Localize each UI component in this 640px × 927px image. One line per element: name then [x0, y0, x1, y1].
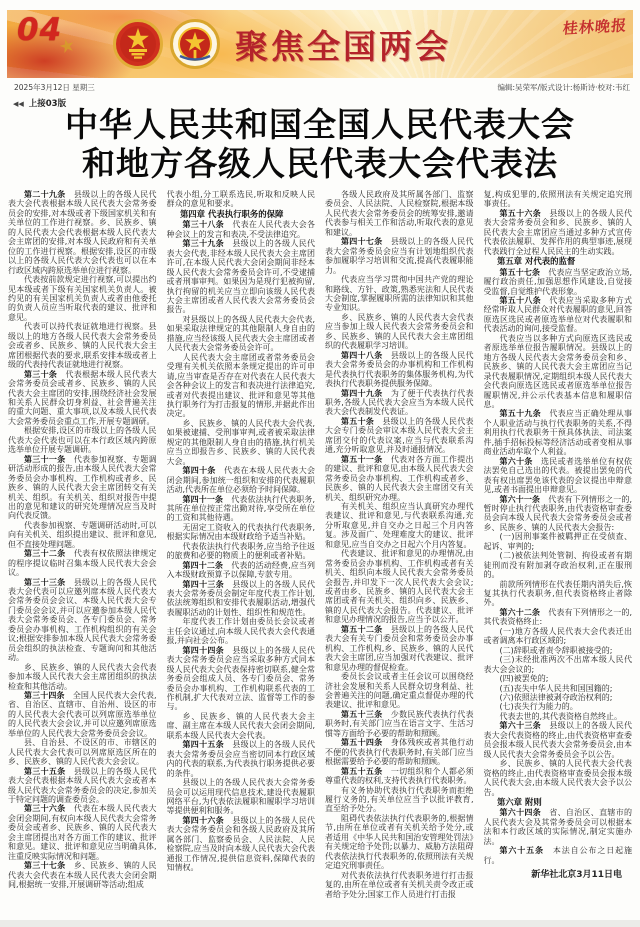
law-paragraph: 代表依法执行代表职务,应当给予往返的旅费和必要的物质上的便利或者补贴。 [166, 541, 315, 561]
law-paragraph: 第三十三条 县级以上的各级人民代表大会代表可以应邀列席本级人民代表大会常务委员会会议、本级人民代表大会专门委员会会议,并可以应邀参加本级人民代表大会常务委员会、各专门委员会、常务委员会办事机构、工作机构组织的有关会议;根据安排参加本级人民代表大会常务委员会组织的执法检查、专题询问和其他活动。 [8, 577, 157, 663]
article-number: 第四十四条 [182, 645, 233, 655]
law-paragraph: 乡、民族乡、镇的人民代表大会代表资格的终止,由代表资格审查委员会报本级人民代表大会,由本级人民代表大会予以公告。 [483, 759, 632, 797]
article-number: 第三十条 [24, 369, 66, 379]
section-title: 聚焦全国两会 [235, 27, 451, 66]
law-paragraph: (六)依照法律被剥夺政治权利的; [499, 693, 613, 703]
article-number: 第六十条 [499, 456, 541, 466]
law-paragraph: 第三十四条 全国人民代表大会代表,省、自治区、直辖市、自治州、设区的市的人民代表大会代表可以列席原选举单位的人民代表大会会议,并可以应邀列席原选举单位的人民代表大会常务委员会会议。 [8, 691, 157, 738]
law-paragraph: 对代表依法执行代表职务进行打击报复的,由所在单位或者有关机关责令改正或者给予处分;国家工作人员进行打击报 [325, 870, 474, 899]
law-paragraph: 第三十七条 乡、民族乡、镇的人民代表大会代表在本级人民代表大会闭会期间,根据统一安排,开展调研等活动;组成 [8, 861, 157, 890]
law-paragraph: 对县级以上的各级人民代表大会代表,如果采取法律规定的其他限制人身自由的措施,应当经该级人民代表大会主席团或者人民代表大会常务委员会许可。 [166, 314, 315, 353]
article-number: 第三十三条 [24, 577, 74, 587]
article-headline [0, 105, 640, 183]
law-paragraph: 第五十三条 少数民族代表执行代表职务时,有关部门应当在语言文字、生活习惯等方面给予必要的帮助和照顾。 [325, 709, 474, 738]
law-paragraph: 第五十二条 县级以上的各级人民代表大会有关专门委员会和常务委员会办事机构、工作机构,乡、民族乡、镇的人民代表大会主席团,应当加强对代表建议、批评和意见办理的督促检查。 [325, 624, 474, 672]
article-number: 第三十四条 [24, 691, 73, 701]
chapter-heading: 第四章 代表执行职务的保障 [179, 208, 284, 219]
article-number: 第三十二条 [24, 549, 74, 559]
law-paragraph: 乡、民族乡、镇的人民代表大会代表应当参加上级人民代表大会常务委员会和乡、民族乡、镇的人民代表大会主席团组织的代表履职学习培训。 [325, 312, 474, 351]
law-paragraph: 第四十七条 县级以上的各级人民代表大会常务委员会应当有计划地组织代表参加履职学习培训和交流,提高代表履职能力。 [325, 237, 474, 275]
meta-row [14, 82, 630, 93]
law-paragraph: 委员长会议或者主任会议可以围绕经济社会发展和关系人民群众切身利益、社会普遍关注的问题,确定重点督促办理的代表建议、批评和意见。 [325, 672, 474, 710]
law-paragraph: 第五十八条 代表应当采取多种方式经常听取人民群众对代表履职的意见,回答原选区选民或者原选举单位对代表履职和代表活动的询问,接受监督。 [483, 295, 632, 334]
chapter-heading: 第六章 附则 [496, 797, 542, 807]
article-number: 第六十五条 [499, 846, 553, 856]
law-paragraph: 根据安排,设区的市级以上的各级人民代表大会代表也可以在本行政区域内跨原选举单位开展专题调研。 [8, 426, 157, 455]
law-paragraph: (七)丧失行为能力的。 [499, 702, 578, 712]
law-paragraph: 第六十四条 省、自治区、直辖市的人民代表大会及其常务委员会可以根据本法和本行政区域的实际情况,制定实施办法。 [483, 808, 632, 846]
article-number: 第四十七条 [341, 237, 391, 247]
page-number: 04 [17, 12, 63, 48]
article-number: 第四十二条 [182, 560, 232, 570]
article-number: 第三十五条 [24, 766, 74, 776]
article-number: 第五十一条 [341, 454, 391, 464]
article-number: 第六十二条 [499, 607, 549, 617]
article-number: 第四十六条 [182, 815, 233, 825]
law-paragraph: 县级以上的各级人民代表大会常务委员会可以运用现代信息技术,建设代表履职网络平台,为代表依法履职和履职学习培训等提供便利和服务。 [166, 778, 315, 816]
article-number: 第三十六条 [24, 804, 74, 814]
headline-line-2: 和地方各级人民代表大会代表法 [82, 144, 558, 183]
law-paragraph: (五)丧失中华人民共和国国籍的; [499, 683, 613, 693]
law-paragraph: 复,构成犯罪的,依照刑法有关规定追究刑事责任。 [483, 190, 632, 209]
article-number: 第四十一条 [182, 494, 232, 504]
article-number: 第二十九条 [24, 190, 74, 199]
law-paragraph: (二)被依法判处管制、拘役或者有期徒刑而没有附加剥夺政治权利,正在服刑的。 [483, 551, 632, 580]
law-paragraph: 第三十一条 代表参加视察、专题调研活动形成的报告,由本级人民代表大会常务委员会办事机构、工作机构或者乡、民族乡、镇的人民代表大会主席团转交有关机关、组织。有关机关、组织对报告中提出的意见和建议的研究处理情况应当及时向代表反馈。 [8, 454, 157, 521]
law-paragraph: 阻碍代表依法执行代表职务的,根据情节,由所在单位或者有关机关给予处分,或者适用《中华人民共和国治安管理处罚法》有关规定给予处罚;以暴力、威胁方法阻碍代表依法执行代表职务的,依照刑法有关规定追究刑事责任。 [325, 813, 474, 871]
text-column-3 [325, 190, 474, 914]
article-number: 第五十二条 [341, 624, 391, 634]
law-paragraph: 乡、民族乡、镇的人民代表大会代表参加本级人民代表大会主席团组织的执法检查和其他活动。 [8, 662, 157, 691]
law-paragraph: (四)被罢免的; [499, 674, 549, 684]
law-paragraph: 代表可以持代表证就地进行视察。县级以上的地方各级人民代表大会常务委员会或者乡、民族乡、镇的人民代表大会主席团根据代表的要求,联系安排本级或者上级的代表持代表证就地进行视察。 [8, 322, 157, 370]
law-paragraph: 无固定工资收入的代表执行代表职务,根据实际情况由本级财政给予适当补贴。 [166, 522, 315, 542]
article-number: 第五十四条 [341, 738, 391, 748]
law-paragraph: 第六十二条 代表有下列情形之一的,其代表资格终止: [483, 607, 632, 627]
china-national-emblem-icon [113, 19, 163, 69]
law-paragraph: 第四十八条 县级以上的各级人民代表大会常务委员会的办事机构和工作机构是代表执行代表职务的集体服务机构,为代表执行代表职务提供服务保障。 [325, 350, 474, 389]
banner [7, 10, 633, 78]
law-paragraph: 代表参加视察、专题调研活动时,可以向有关机关、组织提出建议、批评和意见,但不直接处理问题。 [8, 520, 157, 549]
law-paragraph: 县、自治县、不设区的市、市辖区的人民代表大会代表可以列席原选区所在的乡、民族乡、镇的人民代表大会会议。 [8, 738, 157, 767]
law-paragraph: 第三十九条 县级以上的各级人民代表大会代表,非经本级人民代表大会主席团许可,在本级人民代表大会闭会期间非经本级人民代表大会常务委员会许可,不受逮捕或者刑事审判。如果因为是现行犯被拘留,执行拘留的机关应当立即向该级人民代表大会主席团或者人民代表大会常务委员会报告。 [166, 239, 315, 315]
law-paragraph: 第五十一条 代表对各方面工作提出的建议、批评和意见,由本级人民代表大会常务委员会办事机构、工作机构或者乡、民族乡、镇的人民代表大会主席团交有关机关、组织研究办理。 [325, 454, 474, 502]
law-paragraph: 代表去世的,其代表资格自然终止。 [499, 711, 623, 721]
law-paragraph: 第六十五条 本法自公布之日起施行。 [483, 846, 632, 865]
law-paragraph: 代表小组,分工联系选民,听取和反映人民群众的意见和要求。 [166, 190, 315, 209]
star-decoration-icon: ★ [56, 34, 78, 59]
law-paragraph: 各级人民政府及其所属各部门、监察委员会、人民法院、人民检察院,根据本级人民代表大会常务委员会的统筹安排,邀请代表参与相关工作和活动,听取代表的意见和建议。 [325, 190, 474, 237]
article-number: 第五十三条 [341, 709, 391, 719]
article-number: 第五十条 [341, 416, 383, 426]
staff-credits-line: 编辑:吴荣军/版式设计:杨斯诗·校对:韦红 [497, 83, 630, 92]
article-number: 第三十一条 [24, 454, 74, 464]
law-paragraph: 第四十五条 县级以上的各级人民代表大会常务委员会应当密切同本行政区域内的代表的联系,为代表执行职务提供必要的条件。 [166, 740, 315, 778]
article-number: 第四十五条 [182, 740, 233, 750]
article-number: 第五十九条 [499, 409, 550, 419]
article-number: 第四十九条 [341, 388, 391, 398]
article-number: 第五十八条 [499, 295, 550, 305]
article-number: 第六十三条 [499, 721, 550, 731]
law-paragraph: (一)因刑事案件被羁押正在受侦查、起诉、审判的; [483, 532, 632, 551]
byline: 新华社北京3月11日电 [531, 870, 622, 881]
law-paragraph: (三)未经批准两次不出席本级人民代表大会会议的; [483, 655, 632, 674]
article-number: 第四十三条 [182, 579, 233, 589]
article-number: 第三十八条 [182, 220, 233, 230]
article-number: 第三十九条 [182, 239, 233, 249]
law-paragraph: 第六十一条 代表有下列情形之一的,暂时停止执行代表职务,由代表资格审查委员会向本级人民代表大会常务委员会或者乡、民族乡、镇的人民代表大会报告: [483, 494, 632, 532]
law-paragraph: 第四十条 代表在本级人民代表大会闭会期间,参加统一组织和安排的代表履职活动,代表所在单位必须给予时间保障。 [166, 466, 315, 495]
law-paragraph: 代表按前款规定进行视察,可以提出约见本级或者下级有关国家机关负责人。被约见的有关国家机关负责人或者由他委托的负责人员应当听取代表的建议、批评和意见。 [8, 275, 157, 322]
law-paragraph: 第四十六条 县级以上的各级人民代表大会常务委员会和各级人民政府及其所属各部门、监察委员会、人民法院、人民检察院,应当及时向本级人民代表大会代表通报工作情况,提供信息资料,保障代表的知情权。 [166, 815, 315, 873]
law-paragraph: 代表应当学习贯彻中国共产党的理论和路线、方针、政策,熟悉宪法和人民代表大会制度,掌握履职所需的法律知识和其他专业知识。 [325, 275, 474, 313]
article-number: 第五十七条 [499, 267, 549, 277]
law-paragraph: 年度代表工作计划由委员长会议或者主任会议通过,向本级人民代表大会代表通报,并向社会公布。 [166, 617, 315, 646]
law-paragraph: 代表应当以多种方式向原选区选民或者原选举单位报告履职情况。县级以上的地方各级人民代表大会常务委员会和乡、民族乡、镇的人民代表大会主席团应当记录代表履职情况,定期组织本级人民代表大会代表向原选区选民或者原选举单位报告履职情况,并公示代表基本信息和履职信息。 [483, 333, 632, 409]
law-paragraph: 第五十六条 县级以上的各级人民代表大会常务委员会和乡、民族乡、镇的人民代表大会主席团应当通过多种方式宣传代表依法履职、发挥作用的典型事迹,展现代表践行全过程人民民主的生动实践。 [483, 208, 632, 256]
article-number: 第四十条 [182, 466, 224, 476]
chapter-heading: 第五章 对代表的监督 [496, 256, 576, 267]
article-body [8, 190, 632, 914]
article-number: 第六十一条 [499, 494, 549, 504]
cppcc-emblem-icon [170, 19, 220, 69]
law-paragraph: 第六十三条 县级以上的各级人民代表大会代表资格的终止,由代表资格审查委员会报本级人民代表大会常务委员会,由本级人民代表大会常务委员会予以公告。 [483, 721, 632, 759]
law-paragraph: 第五十九条 代表应当正确处理从事个人职业活动与执行代表职务的关系,不得利用执行代表职务干预具体执法、司法案件,插手招标投标等经济活动或者变相从事商业活动牟取个人利益。 [483, 409, 632, 457]
law-paragraph: 代表建议、批评和意见的办理情况,由常务委员会办事机构、工作机构或者有关机关、组织向本级人民代表大会常务委员会报告,并印发下一次人民代表大会会议;或者由乡、民族乡、镇的人民代表大会主席团或者有关机关、组织向乡、民族乡、镇的人民代表大会报告。代表建议、批评和意见办理情况的报告,应当予以公开。 [325, 549, 474, 625]
newspaper-masthead: 桂林晚报 [561, 16, 628, 38]
law-paragraph: 有义务协助代表执行代表职务而拒绝履行义务的,有关单位应当予以批评教育,直至给予处分。 [325, 785, 474, 814]
law-paragraph: 第三十八条 代表在人民代表大会各种会议上的发言和表决,不受法律追究。 [166, 220, 315, 239]
law-paragraph: 第五十四条 身体残疾或者其他行动不便的代表执行代表职务时,有关部门应当根据需要给予必要的帮助和照顾。 [325, 738, 474, 767]
article-number: 第六十四条 [499, 808, 550, 818]
continued-from-label: 上接03版 [28, 99, 67, 109]
law-paragraph: 第五十七条 代表应当坚定政治立场,履行政治责任,加强思想作风建设,自觉接受监督,自觉维护代表形象。 [483, 267, 632, 296]
law-paragraph: 乡、民族乡、镇的人民代表大会代表,如果被逮捕、受刑事审判,或者被采取法律规定的其他限制人身自由的措施,执行机关应当立即报告乡、民族乡、镇的人民代表大会。 [166, 418, 315, 466]
law-paragraph: 第三十条 代表根据本级人民代表大会常务委员会或者乡、民族乡、镇的人民代表大会主席团的安排,围绕经济社会发展和关系人民群众切身利益、社会普遍关注的重大问题、重大事项,以及本级人民代表大会常务委员会重点工作,开展专题调研。 [8, 369, 157, 426]
law-paragraph: 第四十四条 县级以上的各级人民代表大会常务委员会应当采取多种方式同本级人民代表大会代表保持密切联系,健全常务委员会组成人员、各专门委员会、常务委员会办事机构、工作机构联系代表的工作机制,扩大代表对立法、监督等工作的参与。 [166, 645, 315, 712]
text-column-2 [167, 190, 316, 914]
law-paragraph: 第四十九条 为了便于代表执行代表职务,各级人民代表大会应当为本级人民代表大会代表制发代表证。 [325, 388, 474, 417]
headline-line-1: 中华人民共和国全国人民代表大会 [65, 105, 575, 144]
law-paragraph: 第六十条 选民或者选举单位有权依法罢免自己选出的代表。被提出罢免的代表有权出席罢免该代表的会议提出申辩意见,或者书面提出申辩意见。 [483, 456, 632, 495]
law-paragraph: 第五十五条 一切组织和个人都必须尊重代表的权利,支持代表执行代表职务。 [325, 766, 474, 786]
text-column-1 [8, 190, 157, 914]
law-paragraph: 第四十三条 县级以上的各级人民代表大会常务委员会制定年度代表工作计划,依法统筹组织和安排代表履职活动,增强代表履职活动的计划性、组织性和规范性。 [166, 579, 315, 617]
article-number: 第四十八条 [341, 350, 391, 360]
date-line: 2025年3月12日 星期三 [14, 83, 95, 92]
article-number: 第五十六条 [499, 208, 550, 218]
law-paragraph: 有关机关、组织应当认真研究办理代表建议、批评和意见,与代表联系沟通,充分听取意见,并自交办之日起三个月内答复。涉及面广、处理难度大的建议、批评和意见,应当自交办之日起六个月内答复。 [325, 501, 474, 549]
law-paragraph: 第四十一条 代表依法执行代表职务,其所在单位按正常出勤对待,享受所在单位的工资和其他待遇。 [166, 494, 315, 523]
law-paragraph: 第五十条 县级以上的各级人民代表大会专门委员会审议本级人民代表大会主席团交付的代表议案,应当与代表联系沟通,充分听取意见,并及时通报情况。 [325, 416, 474, 455]
text-column-4 [484, 190, 633, 914]
law-paragraph: (一)地方各级人民代表大会代表迁出或者调离本行政区域的; [483, 626, 632, 646]
article-number: 第三十七条 [24, 861, 74, 871]
law-paragraph: 第二十九条 县级以上的各级人民代表大会代表根据本级人民代表大会常务委员会的安排,对本级或者下级国家机关和有关单位的工作进行视察。乡、民族乡、镇的人民代表大会代表根据本级人民代表大会主席团的安排,对本级人民政府和有关单位的工作进行视察。根据安排,设区的市级以上的各级人民代表大会代表也可以在本行政区域内跨原选举单位进行视察。 [8, 190, 157, 275]
law-paragraph: 乡、民族乡、镇的人民代表大会主席、副主席在本级人民代表大会闭会期间,联系本级人民代表大会代表。 [166, 711, 315, 740]
law-paragraph: (二)辞职或者责令辞职被接受的; [499, 645, 613, 655]
continued-arrow-icon: ◀◀ [13, 100, 24, 108]
law-paragraph: 前款所列情形在代表任期内消失后,恢复其执行代表职务,但代表资格终止者除外。 [483, 579, 632, 608]
law-paragraph: 人民代表大会主席团或者常务委员会受理有关机关依照本条规定提出的许可申请,应当审查是否存在对代表在人民代表大会各种会议上的发言和表决进行法律追究,或者对代表提出建议、批评和意见等其他执行职务行为打击报复的情形,并据此作出决定。 [166, 352, 315, 419]
page-bottom-strip [0, 920, 640, 927]
law-paragraph: 第三十五条 县级以上的各级人民代表大会代表根据本级人民代表大会或者本级人民代表大会常务委员会的决定,参加关于特定问题的调查委员会。 [8, 766, 157, 804]
article-number: 第五十五条 [341, 766, 391, 776]
law-paragraph: 第三十六条 代表在本级人民代表大会闭会期间,有权向本级人民代表大会常务委员会或者乡、民族乡、镇的人民代表大会主席团提出对各方面工作的建议、批评和意见。建议、批评和意见应当明确具体,注重反映实际情况和问题。 [8, 804, 157, 861]
law-paragraph: 第三十二条 代表有权依照法律规定的程序提议临时召集本级人民代表大会会议。 [8, 549, 157, 578]
law-paragraph: 第四十二条 代表的活动经费,应当列入本级财政预算予以保障,专款专用。 [166, 560, 315, 580]
